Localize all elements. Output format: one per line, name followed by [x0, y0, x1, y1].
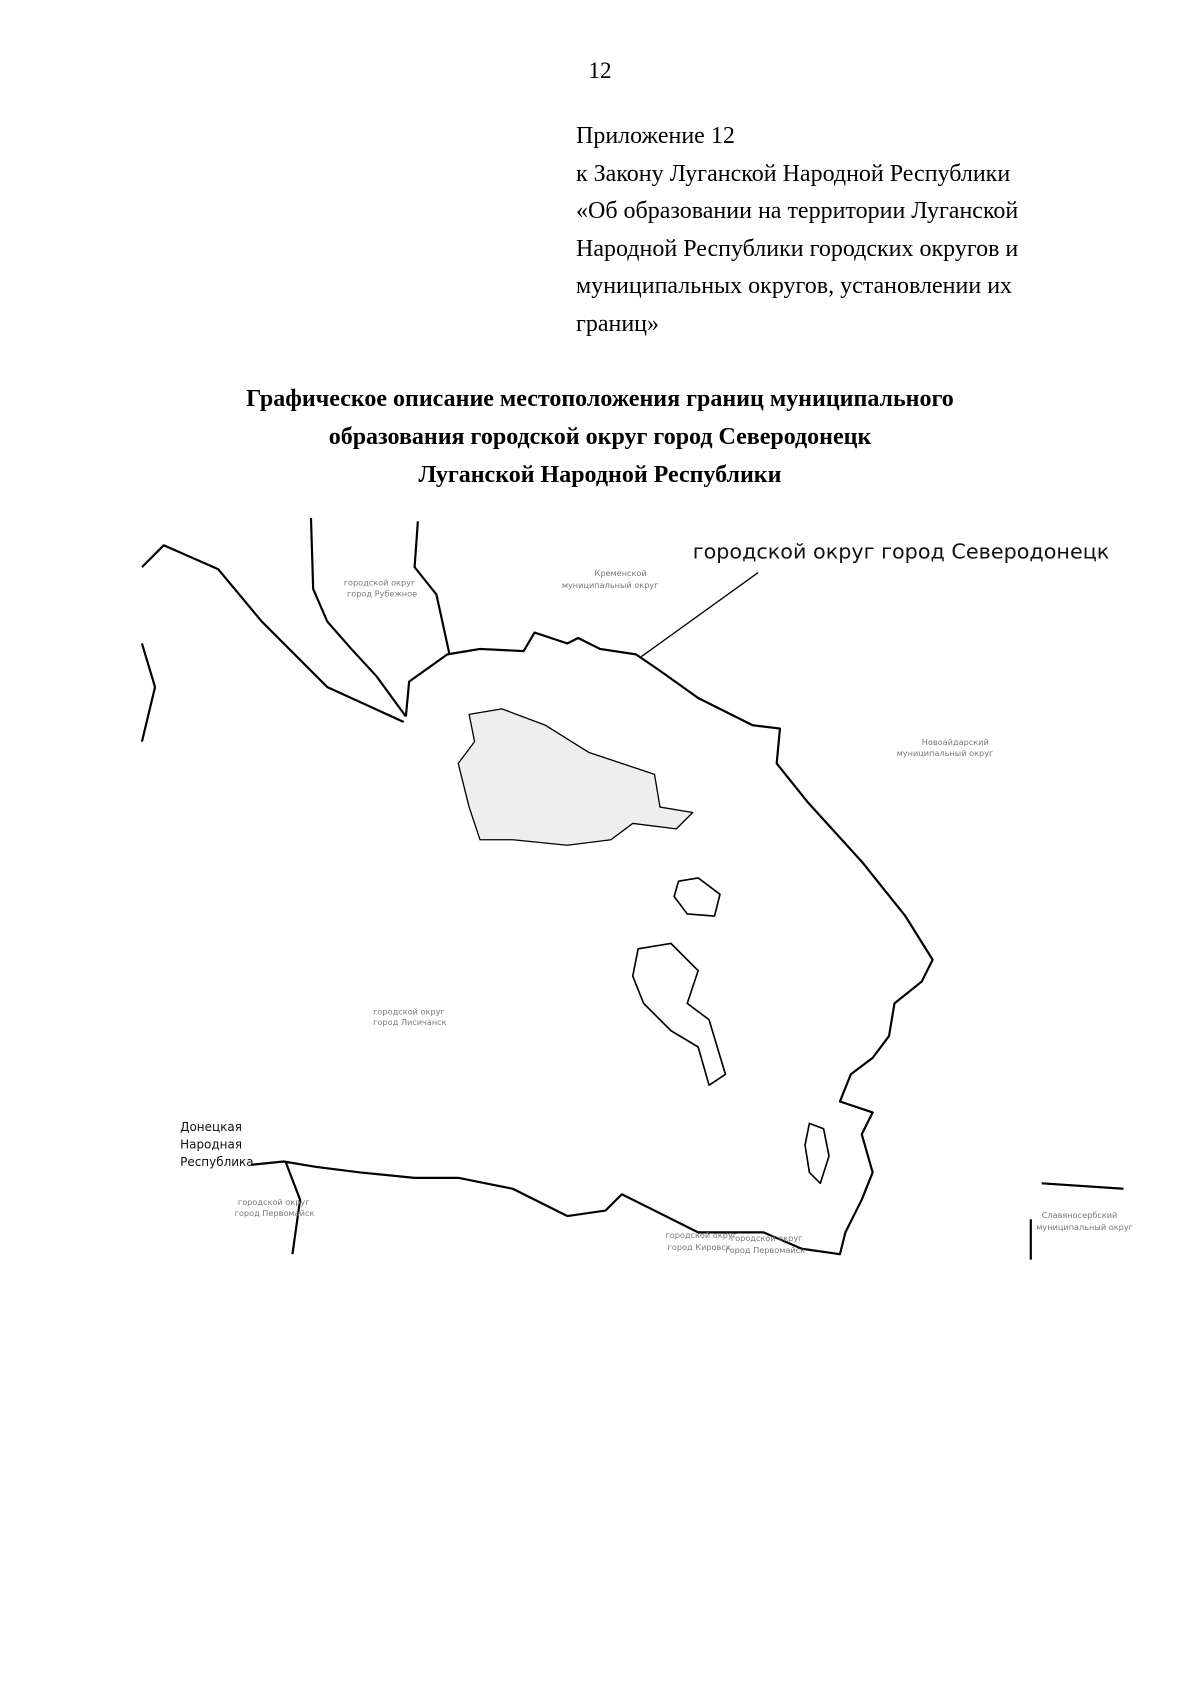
map-label-dnr: Народная: [180, 1137, 243, 1152]
map-label-dnr: Донецкая: [180, 1119, 242, 1134]
map-label-kremennaya: Кременской: [594, 567, 647, 578]
title-line: Графическое описание местоположения границ муниципального: [246, 386, 954, 412]
map-label-kirovsk: городской округ: [665, 1229, 738, 1240]
enclave: [633, 943, 726, 1085]
title-line: Луганской Народной Республики: [418, 462, 782, 488]
map-label-slavyanoserbsk: Славяносербский: [1041, 1210, 1118, 1221]
map-label-slavyanoserbsk: муниципальный округ: [1036, 1222, 1133, 1233]
eastern-boundary: [1042, 1183, 1124, 1188]
callout-line: [641, 573, 758, 657]
map-label-dnr: Республика: [180, 1154, 254, 1169]
title-line: образования городской округ город Северодонецк: [328, 424, 872, 450]
map-label-pervomaisk: городской округ: [730, 1233, 803, 1244]
map-label-novoaidar: муниципальный округ: [896, 747, 994, 758]
appendix-line: муниципальных округов, установлении их: [576, 273, 1013, 299]
map-label-lisichansk: городской округ: [373, 1006, 445, 1017]
map-label-novoaidar: Новоайдарский: [921, 736, 989, 747]
urban-area: [458, 709, 692, 845]
western-boundary: [142, 643, 155, 741]
appendix-line: Народной Республики городских округов и: [576, 235, 1019, 262]
map-label-kirovsk: город Кировск: [667, 1241, 731, 1252]
enclave: [805, 1123, 829, 1183]
callout-label: городской округ город Северодонецк: [692, 539, 1110, 564]
western-boundary: [142, 545, 404, 722]
map-label-pervomaisk-west: город Первомайск: [234, 1208, 315, 1219]
map-label-rubezhnoe: городской округ: [343, 577, 416, 588]
appendix-line: к Закону Луганской Народной Республики: [576, 160, 1011, 187]
map-label-pervomaisk-west: городской округ: [237, 1197, 310, 1208]
appendix-line: Приложение 12: [576, 123, 735, 149]
rubezhnoe-boundary: [415, 521, 450, 654]
appendix-line: границ»: [576, 310, 660, 337]
appendix-line: «Об образовании на территории Луганской: [576, 198, 1019, 224]
map-label-rubezhnoe: город Рубежное: [346, 588, 418, 599]
district-boundary: [251, 633, 933, 1255]
map-label-pervomaisk: город Первомайск: [725, 1245, 806, 1256]
rubezhnoe-boundary: [311, 518, 406, 716]
enclave: [674, 878, 720, 916]
map-label-lisichansk: город Лисичанск: [373, 1017, 447, 1028]
map-label-kremennaya: муниципальный округ: [561, 579, 659, 590]
page-number: 12: [588, 58, 612, 83]
